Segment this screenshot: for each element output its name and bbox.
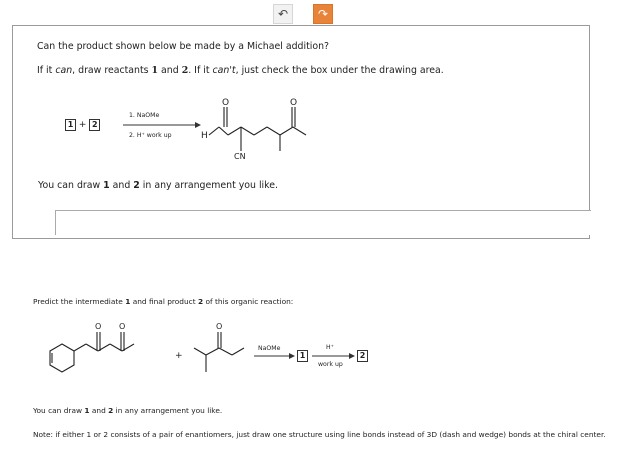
plus-sign-2: +: [175, 351, 183, 361]
question-1-draw-note: You can draw 1 and 2 in any arrangement you like.: [38, 180, 278, 191]
reaction-arrow: [121, 121, 203, 129]
question-1-panel: [12, 25, 590, 239]
product-structure: [197, 91, 327, 163]
intermediate-1-box[interactable]: 1: [297, 350, 308, 362]
reactants-structures: [28, 318, 248, 382]
question-1-instruction: If it can, draw reactants 1 and 2. If it can't, just check the box under the drawing area.: [37, 65, 444, 76]
question-2-prompt: Predict the intermediate 1 and final product 2 of this organic reaction:: [33, 297, 294, 306]
step-1-reagent: 1. NaOMe: [129, 112, 160, 119]
oxygen-label-c: O: [216, 322, 223, 331]
redo-button[interactable]: [313, 4, 333, 24]
reactant-1-box[interactable]: 1: [65, 119, 76, 131]
undo-icon: ↶: [277, 7, 289, 21]
question-2-draw-note: You can draw 1 and 2 in any arrangement you like.: [33, 406, 223, 415]
product-2-box[interactable]: 2: [357, 350, 368, 362]
reagent-h-plus: H⁺: [326, 344, 334, 351]
aldehyde-h-label: H: [201, 131, 208, 141]
redo-icon: ↷: [317, 7, 329, 21]
oxygen-label-b: O: [119, 322, 126, 331]
reagent-naome: NaOMe: [258, 345, 281, 352]
reactant-boxes: [65, 119, 100, 131]
nitrile-label: CN: [234, 152, 246, 161]
step-2-reagent: 2. H⁺ work up: [129, 132, 172, 139]
work-up-label: work up: [318, 361, 343, 368]
reaction-arrow-3: [311, 352, 357, 360]
question-1-prompt: Can the product shown below be made by a Michael addition?: [37, 41, 330, 52]
oxygen-label-a: O: [95, 322, 102, 331]
oxygen-label-2: O: [290, 98, 298, 108]
enantiomer-note: Note: if either 1 or 2 consists of a pair of enantiomers, just draw one structure using line bonds instead of 3D (dash and wedge) bonds at the chiral center.: [33, 430, 606, 439]
reaction-arrow-2: [253, 352, 297, 360]
plus-sign: +: [78, 120, 87, 130]
undo-button[interactable]: [273, 4, 293, 24]
drawing-area[interactable]: [55, 210, 591, 235]
oxygen-label-1: O: [222, 98, 230, 108]
reactant-2-box[interactable]: 2: [89, 119, 100, 131]
